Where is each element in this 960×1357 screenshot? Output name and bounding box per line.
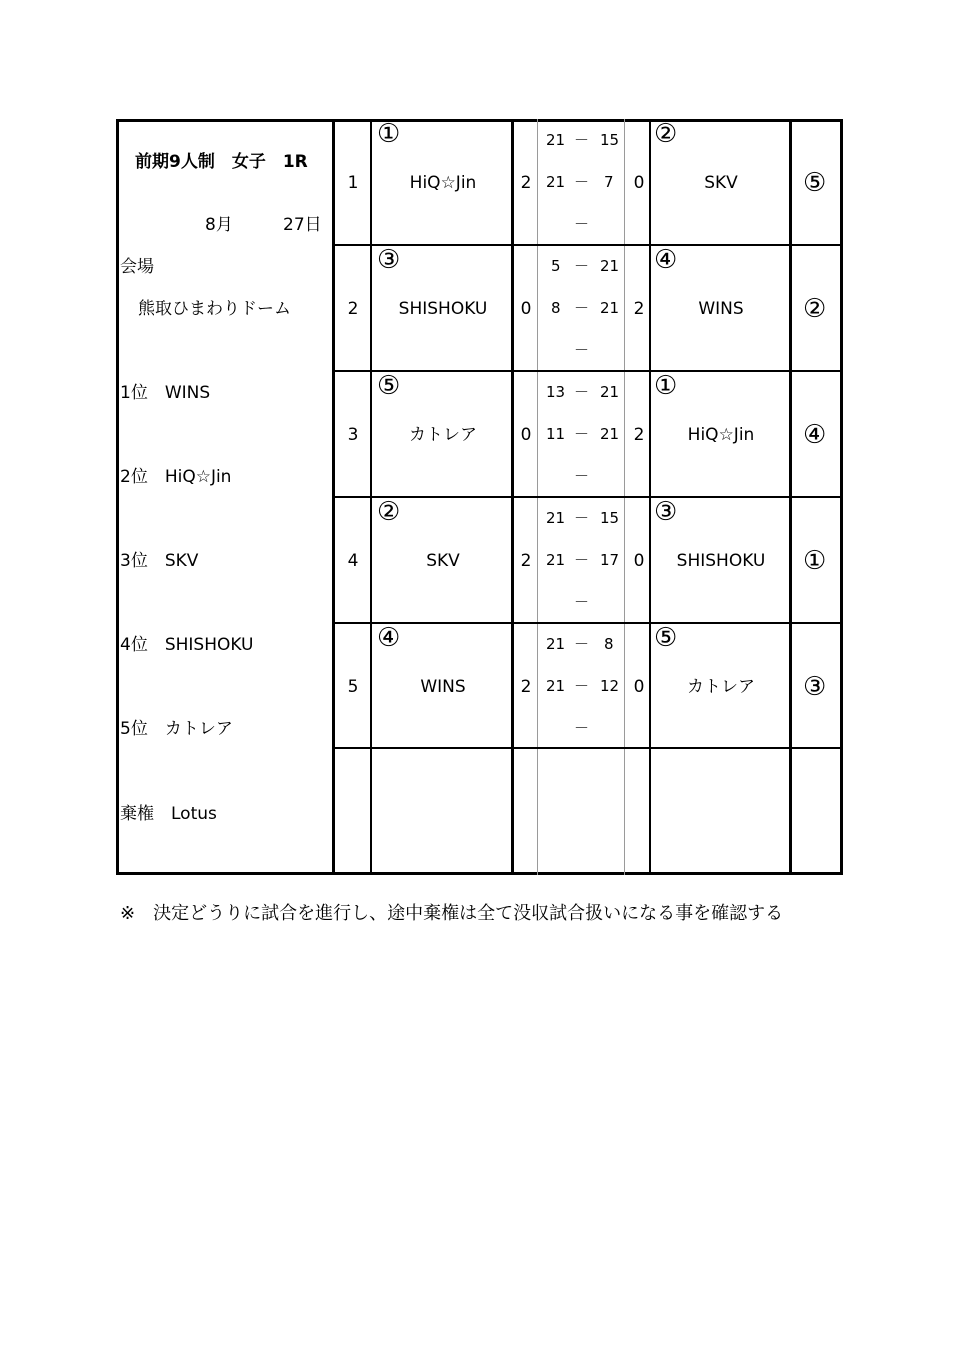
set2-score-a: 21 (546, 677, 566, 695)
table-border-right (840, 119, 843, 875)
sets-b: 2 (633, 299, 645, 319)
match-number: 1 (347, 173, 359, 193)
team-a-mark: ① (377, 119, 401, 149)
sets-b: 2 (633, 425, 645, 445)
match-number: 2 (347, 299, 359, 319)
set3-dash: － (574, 341, 590, 359)
set2-dash: － (574, 173, 590, 191)
set2-score-b: 7 (604, 173, 614, 191)
set3-dash: － (574, 593, 590, 611)
referee-mark: ④ (803, 420, 827, 450)
set2-score-b: 21 (600, 299, 620, 317)
date-month: 8月 (205, 215, 233, 235)
sets-a: 2 (520, 551, 532, 571)
standing-1: 1位 WINS (120, 383, 211, 403)
set1-score-a: 21 (546, 509, 566, 527)
set2-score-a: 8 (551, 299, 561, 317)
row-line (335, 496, 840, 498)
row-line (335, 244, 840, 246)
set1-score-a: 21 (546, 131, 566, 149)
set1-dash: － (574, 257, 590, 275)
referee-mark: ② (803, 294, 827, 324)
team-a-name: カトレア (409, 425, 477, 445)
set2-score-b: 21 (600, 425, 620, 443)
team-a-name: WINS (420, 677, 466, 697)
sets-a: 0 (520, 299, 532, 319)
date-day: 27日 (283, 215, 322, 235)
set3-dash: － (574, 215, 590, 233)
set1-dash: － (574, 383, 590, 401)
team-a-mark: ③ (377, 245, 401, 275)
team-b-mark: ② (654, 119, 678, 149)
sets-b: 0 (633, 173, 645, 193)
team-a-mark: ④ (377, 623, 401, 653)
standing-3: 3位 SKV (120, 551, 199, 571)
team-b-mark: ③ (654, 497, 678, 527)
set1-dash: － (574, 131, 590, 149)
set1-score-b: 8 (604, 635, 614, 653)
set2-dash: － (574, 425, 590, 443)
set1-score-b: 15 (600, 131, 620, 149)
team-b-name: WINS (698, 299, 744, 319)
row-line (335, 370, 840, 372)
set2-score-a: 21 (546, 551, 566, 569)
sets-b: 0 (633, 677, 645, 697)
page-title: 前期9人制 女子 1R (135, 152, 308, 172)
referee-mark: ⑤ (803, 168, 827, 198)
set2-dash: － (574, 677, 590, 695)
set3-dash: － (574, 467, 590, 485)
team-b-mark: ⑤ (654, 623, 678, 653)
match-number: 4 (347, 551, 359, 571)
team-b-name: カトレア (687, 677, 755, 697)
team-b-mark: ④ (654, 245, 678, 275)
match-number: 3 (347, 425, 359, 445)
forfeit-team: 棄権 Lotus (120, 804, 217, 824)
sets-a: 0 (520, 425, 532, 445)
team-b-mark: ① (654, 371, 678, 401)
sets-b: 0 (633, 551, 645, 571)
table-border-left (116, 119, 119, 875)
set1-score-b: 21 (600, 257, 620, 275)
set2-dash: － (574, 551, 590, 569)
team-a-name: HiQ☆Jin (409, 173, 477, 193)
team-b-name: SHISHOKU (676, 551, 766, 571)
venue-label: 会場 (120, 257, 154, 277)
sets-a: 2 (520, 173, 532, 193)
team-a-mark: ⑤ (377, 371, 401, 401)
row-line (335, 747, 840, 749)
team-b-name: HiQ☆Jin (687, 425, 755, 445)
table-border-top (116, 119, 843, 122)
footnote: ※ 決定どうりに試合を進行し、途中棄権は全て没収試合扱いになる事を確認する (120, 903, 784, 924)
set1-dash: － (574, 635, 590, 653)
standing-5: 5位 カトレア (120, 719, 233, 739)
standing-4: 4位 SHISHOKU (120, 635, 254, 655)
team-a-name: SKV (426, 551, 460, 571)
set3-dash: － (574, 719, 590, 737)
standing-2: 2位 HiQ☆Jin (120, 467, 232, 487)
set2-dash: － (574, 299, 590, 317)
team-a-mark: ② (377, 497, 401, 527)
match-number: 5 (347, 677, 359, 697)
referee-mark: ① (803, 546, 827, 576)
referee-mark: ③ (803, 672, 827, 702)
set1-score-b: 21 (600, 383, 620, 401)
set2-score-a: 11 (546, 425, 566, 443)
venue-name: 熊取ひまわりドーム (138, 299, 291, 319)
team-a-name: SHISHOKU (398, 299, 488, 319)
set2-score-b: 17 (600, 551, 620, 569)
set1-dash: － (574, 509, 590, 527)
set1-score-a: 21 (546, 635, 566, 653)
set2-score-a: 21 (546, 173, 566, 191)
sets-a: 2 (520, 677, 532, 697)
set1-score-b: 15 (600, 509, 620, 527)
set1-score-a: 13 (546, 383, 566, 401)
set1-score-a: 5 (551, 257, 561, 275)
row-line (335, 622, 840, 624)
team-b-name: SKV (704, 173, 738, 193)
set2-score-b: 12 (600, 677, 620, 695)
table-border-bottom (116, 872, 843, 875)
